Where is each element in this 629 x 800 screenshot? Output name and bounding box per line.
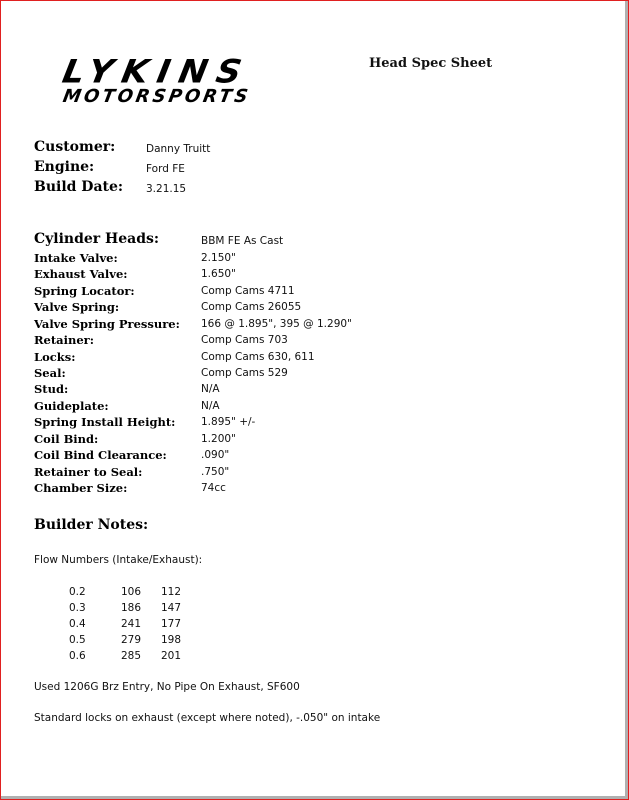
- spec-value: Comp Cams 4711: [201, 285, 295, 297]
- customer-label: Customer:: [34, 139, 116, 155]
- customer-value: Danny Truitt: [146, 143, 211, 155]
- cylinder-heads-value: BBM FE As Cast: [201, 235, 284, 247]
- spec-label: Intake Valve:: [34, 251, 118, 265]
- flow-exhaust: 201: [161, 650, 182, 662]
- flow-exhaust: 177: [161, 618, 182, 630]
- flow-lift: 0.4: [69, 618, 86, 630]
- spec-value: Comp Cams 26055: [201, 301, 302, 313]
- spec-label: Retainer to Seal:: [34, 465, 143, 479]
- spec-value: N/A: [201, 400, 220, 412]
- flow-exhaust: 112: [161, 586, 182, 598]
- spec-value: 1.650": [201, 268, 236, 280]
- flow-intake: 241: [121, 618, 142, 630]
- spec-value: .750": [201, 466, 230, 478]
- spec-label: Guideplate:: [34, 399, 109, 413]
- logo-line-2: MOTORSPORTS: [61, 86, 253, 107]
- page-shadow-bottom: [1, 796, 628, 799]
- spec-value: N/A: [201, 383, 220, 395]
- sheet-title: Head Spec Sheet: [369, 56, 493, 71]
- flow-intake: 285: [121, 650, 142, 662]
- spec-label: Exhaust Valve:: [34, 267, 128, 281]
- spec-label: Spring Locator:: [34, 284, 135, 298]
- spec-value: 1.200": [201, 433, 236, 445]
- spec-value: 1.895" +/-: [201, 416, 256, 428]
- spec-label: Locks:: [34, 350, 76, 364]
- spec-value: .090": [201, 449, 230, 461]
- spec-label: Chamber Size:: [34, 481, 128, 495]
- engine-label: Engine:: [34, 159, 95, 175]
- flow-intake: 279: [121, 634, 142, 646]
- logo-line-1: LYKINS: [59, 53, 254, 91]
- spec-label: Seal:: [34, 366, 66, 380]
- builder-note-1: Used 1206G Brz Entry, No Pipe On Exhaust, SF600: [34, 681, 300, 693]
- spec-value: 166 @ 1.895", 395 @ 1.290": [201, 318, 352, 330]
- spec-label: Coil Bind:: [34, 432, 99, 446]
- spec-value: Comp Cams 529: [201, 367, 288, 379]
- flow-exhaust: 198: [161, 634, 182, 646]
- spec-label: Retainer:: [34, 333, 94, 347]
- cylinder-heads-label: Cylinder Heads:: [34, 231, 160, 247]
- builder-note-2: Standard locks on exhaust (except where noted), -.050" on intake: [34, 712, 381, 724]
- engine-value: Ford FE: [146, 163, 185, 175]
- builder-notes-heading: Builder Notes:: [34, 517, 149, 533]
- flow-numbers-title: Flow Numbers (Intake/Exhaust):: [34, 554, 203, 566]
- lykins-motorsports-logo: [59, 53, 321, 107]
- spec-value: 2.150": [201, 252, 236, 264]
- flow-exhaust: 147: [161, 602, 182, 614]
- spec-label: Valve Spring Pressure:: [34, 317, 180, 331]
- flow-lift: 0.6: [69, 650, 86, 662]
- build-date-label: Build Date:: [34, 179, 124, 195]
- spec-label: Coil Bind Clearance:: [34, 448, 167, 462]
- spec-value: Comp Cams 703: [201, 334, 288, 346]
- spec-value: 74cc: [201, 482, 226, 494]
- spec-label: Stud:: [34, 382, 69, 396]
- page-shadow-right: [625, 1, 628, 799]
- flow-lift: 0.5: [69, 634, 86, 646]
- spec-value: Comp Cams 630, 611: [201, 351, 315, 363]
- flow-lift: 0.3: [69, 602, 86, 614]
- build-date-value: 3.21.15: [146, 183, 187, 195]
- flow-intake: 106: [121, 586, 142, 598]
- spec-label: Valve Spring:: [34, 300, 120, 314]
- flow-lift: 0.2: [69, 586, 86, 598]
- spec-label: Spring Install Height:: [34, 415, 176, 429]
- flow-intake: 186: [121, 602, 142, 614]
